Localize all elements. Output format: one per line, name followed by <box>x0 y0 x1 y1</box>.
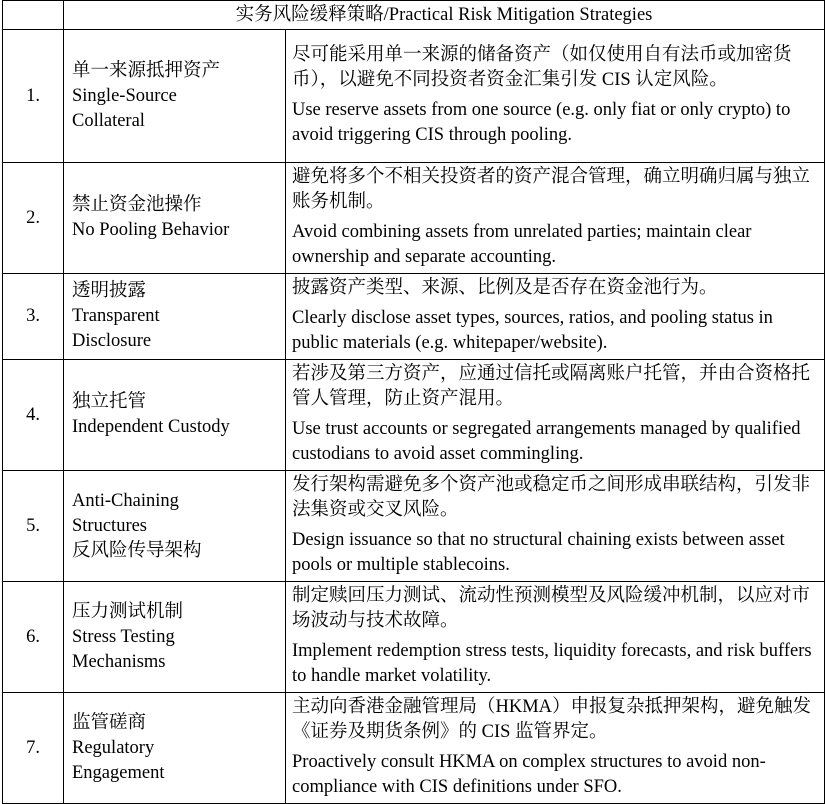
description-english: Proactively consult HKMA on complex structures to avoid non-compliance with CIS definitions under SFO. <box>292 752 766 797</box>
strategy-name-line: Independent Custody <box>72 417 230 437</box>
strategy-name-line: 监管磋商 <box>72 712 147 733</box>
strategy-name-cell <box>64 30 286 163</box>
row-number: 2. <box>3 163 64 274</box>
strategy-name-cell <box>64 693 286 804</box>
strategy-name-line: 单一来源抵押资产 <box>72 60 221 81</box>
strategy-name-line: Collateral <box>72 110 145 131</box>
description-chinese: 若涉及第三方资产，应通过信托或隔离账户托管，并由合资格托管人管理，防止资产混用。 <box>292 364 811 409</box>
strategy-description-cell <box>286 582 825 693</box>
header-num-cell <box>3 1 64 30</box>
row-number: 4. <box>3 360 64 471</box>
description-english: Design issuance so that no structural chaining exists between asset pools or multiple stablecoins. <box>292 530 785 575</box>
table-row <box>3 30 825 163</box>
strategy-name-line: 禁止资金池操作 <box>72 195 202 215</box>
strategy-name-line: 压力测试机制 <box>72 601 184 622</box>
description-english: Use reserve assets from one source (e.g. only fiat or only crypto) to avoid triggering CIS through pooling. <box>292 100 791 145</box>
table-row <box>3 582 825 693</box>
table-row <box>3 471 825 582</box>
description-chinese: 主动向香港金融管理局（HKMA）申报复杂抵押架构，避免触发《证券及期货条例》的 CIS 监管界定。 <box>292 697 812 742</box>
strategy-description-cell <box>286 163 825 274</box>
strategy-name-line: Mechanisms <box>72 651 166 672</box>
risk-mitigation-table <box>2 0 825 804</box>
header-row <box>3 1 825 30</box>
row-number: 7. <box>3 693 64 804</box>
strategy-name-cell <box>64 274 286 360</box>
strategy-name-line: 独立托管 <box>72 392 147 412</box>
strategy-name-cell <box>64 582 286 693</box>
table-row <box>3 163 825 274</box>
row-number: 6. <box>3 582 64 693</box>
description-chinese: 制定赎回压力测试、流动性预测模型及风险缓冲机制，以应对市场波动与技术故障。 <box>292 586 811 631</box>
strategy-name-line: Structures <box>72 515 148 536</box>
strategy-name-line: Engagement <box>72 762 165 783</box>
strategy-description-cell <box>286 30 825 163</box>
strategy-name-line: Anti-Chaining <box>72 490 179 511</box>
description-english: Clearly disclose asset types, sources, ratios, and pooling status in public materials (e.g. whitepaper/website). <box>292 308 773 353</box>
description-chinese: 避免将多个不相关投资者的资产混合管理，确立明确归属与独立账务机制。 <box>292 167 811 212</box>
strategy-name-line: Stress Testing <box>72 626 175 647</box>
strategy-name-line: Transparent <box>72 306 160 326</box>
row-number: 5. <box>3 471 64 582</box>
table-title: 实务风险缓释策略/Practical Risk Mitigation Strategies <box>64 1 825 30</box>
description-english: Avoid combining assets from unrelated parties; maintain clear ownership and separate accounting. <box>292 222 752 267</box>
strategy-name-line: Single-Source <box>72 85 177 106</box>
row-number: 3. <box>3 274 64 360</box>
row-number: 1. <box>3 30 64 163</box>
strategy-description-cell <box>286 471 825 582</box>
table-row <box>3 274 825 360</box>
strategy-name-line: Disclosure <box>72 331 152 351</box>
table-row <box>3 693 825 804</box>
description-english: Use trust accounts or segregated arrangements managed by qualified custodians to avoid asset commingling. <box>292 419 801 464</box>
strategy-description-cell <box>286 274 825 360</box>
strategy-name-cell <box>64 163 286 274</box>
strategy-description-cell <box>286 360 825 471</box>
strategy-name-line: 透明披露 <box>72 281 147 301</box>
description-english: Implement redemption stress tests, liquidity forecasts, and risk buffers to handle market volatility. <box>292 641 812 686</box>
strategy-name-cell <box>64 471 286 582</box>
strategy-name-line: No Pooling Behavior <box>72 220 230 240</box>
description-chinese: 披露资产类型、来源、比例及是否存在资金池行为。 <box>292 278 718 298</box>
strategy-description-cell <box>286 693 825 804</box>
strategy-name-line: Regulatory <box>72 737 155 758</box>
description-chinese: 尽可能采用单一来源的储备资产（如仅使用自有法币或加密货币），以避免不同投资者资金汇集引发 CIS 认定风险。 <box>292 45 792 90</box>
strategy-name-cell <box>64 360 286 471</box>
description-chinese: 发行架构需避免多个资产池或稳定币之间形成串联结构，引发非法集资或交叉风险。 <box>292 475 811 520</box>
strategy-name-line: 反风险传导架构 <box>72 540 202 561</box>
table-row <box>3 360 825 471</box>
